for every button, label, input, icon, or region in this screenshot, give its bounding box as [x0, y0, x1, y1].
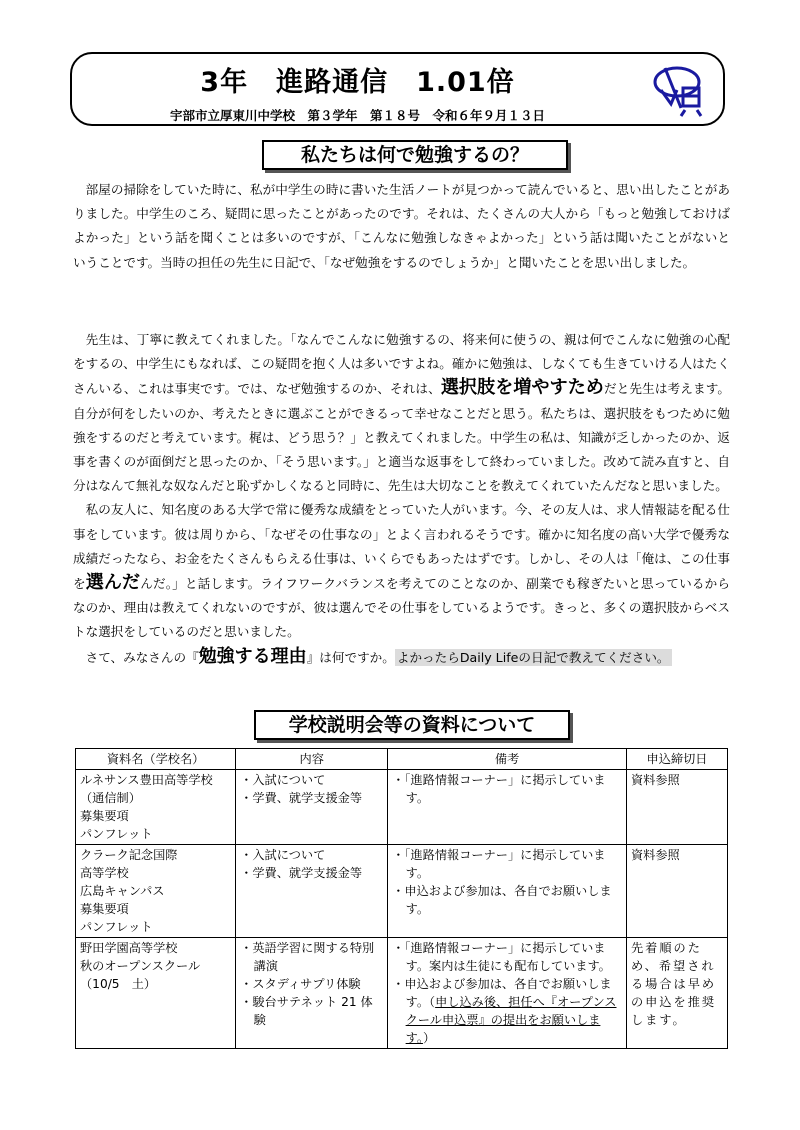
- materials-table: [75, 748, 728, 1049]
- school-name-cell: 野田学園高等学校 秋のオープンスクール （10/5 土）: [76, 938, 236, 1049]
- table-row: [76, 938, 728, 1049]
- content-cell: ・英語学習に関する特別講演 ・スタディサプリ体験 ・駿台サテネット 21 体験: [236, 938, 388, 1049]
- paragraph-4: さて、みなさんの『勉強する理由』は何ですか。 よかったらDaily Lifeの日記で教えてください。: [85, 645, 670, 667]
- deadline-cell: 資料参照: [626, 770, 727, 845]
- paragraph-text: 部屋の掃除をしていた時に、私が中学生の時に書いた生活ノートが見つかって読んでいると、思い出したことがありました。中学生のころ、疑問に思ったことがあったのです。それは、たくさんの大人から「もっと勉強しておけばよかった」という話を聞くことは多いのですが、「こんなに勉強しなきゃよかった」という話は聞いたことがないということです。当時の担任の先生に日記で、「なぜ勉強をするのでしょうか」と聞いたことを思い出しました。: [73, 182, 730, 270]
- column-header: 備考: [388, 749, 627, 770]
- notes-cell: ・「進路情報コーナー」に掲示しています。: [388, 770, 627, 845]
- highlight-phrase: 選択肢を増やすため: [440, 377, 604, 399]
- newsletter-header: [70, 52, 725, 126]
- diary-invitation: よかったらDaily Lifeの日記で教えてください。: [396, 649, 670, 665]
- table-row: [76, 845, 728, 938]
- article-paragraph-1: [73, 178, 730, 275]
- paragraph-3: 私の友人に、知名度のある大学で常に優秀な成績をとっていた人がいます。今、その友人は、求人情報誌を配る仕事をしています。彼は周りから、「なぜその仕事なの」とよく言われるそうです。確かに知名度の高い大学で優秀な成績だったなら、お金をたくさんもらえる仕事は、いくらでもあったはずです。しかし、その人は「俺は、この仕事を選んだんだ。」と話します。ライフワークバランスを考えてのことなのか、副業でも稼ぎたいと思っているからなのか、理由は教えてくれないのですが、彼は選んでその仕事をしているようです。きっと、多くの選択肢からベストな選択をしているのだと思いました。: [73, 502, 730, 640]
- content-cell: ・入試について ・学費、就学支援金等: [236, 770, 388, 845]
- content-cell: ・入試について ・学費、就学支援金等: [236, 845, 388, 938]
- notes-cell: ・「進路情報コーナー」に掲示しています。案内は生徒にも配布しています。 ・申込および参加は、各自でお願いします。（申し込み後、担任へ『オープンスクール申込票』の提出をお願いします。）: [388, 938, 627, 1049]
- article-paragraphs: [73, 328, 730, 670]
- column-header: 申込締切日: [626, 749, 727, 770]
- school-name-cell: ルネサンス豊田高等学校 （通信制） 募集要項 パンフレット: [76, 770, 236, 845]
- highlight-phrase-chose: 選んだ: [85, 572, 141, 594]
- apply-note: ・申込および参加は、各自でお願いします。（申し込み後、担任へ『オープンスクール申込票』の提出をお願いします。）: [392, 977, 617, 1045]
- table-row: [76, 770, 728, 845]
- newsletter-subtitle: 宇部市立厚東川中学校 第３学年 第１８号 令和６年９月１３日: [169, 108, 545, 123]
- study-reason-phrase: 勉強する理由: [198, 645, 307, 667]
- deadline-cell: 資料参照: [626, 845, 727, 938]
- newsletter-title: 3年 進路通信 1.01倍: [200, 67, 515, 98]
- section-title-materials: 学校説明会等の資料について: [254, 710, 570, 740]
- section-title-study: 私たちは何で勉強するの？: [262, 140, 568, 170]
- underlined-instruction: 申し込み後、担任へ『オープンスクール申込票』の提出をお願いします。: [405, 995, 617, 1045]
- notes-cell: ・「進路情報コーナー」に掲示しています。 ・申込および参加は、各自でお願いします。: [388, 845, 627, 938]
- school-name-cell: クラーク記念国際 高等学校 広島キャンパス 募集要項 パンフレット: [76, 845, 236, 938]
- column-header: 内容: [236, 749, 388, 770]
- mascot-logo-icon: [651, 60, 711, 120]
- paragraph-2: 先生は、丁寧に教えてくれました。「なんでこんなに勉強するの、将来何に使うの、親は何でこんなに勉強の心配をするの、中学生にもなれば、この疑問を抱く人は多いですよね。確かに勉強は、しなくても生きていける人はたくさんいる、これは事実です。では、なぜ勉強するのか、それは、選択肢を増やすためだと先生は考えます。自分が何をしたいのか、考えたときに選ぶことができるって幸せなことだと思う。私たちは、選択肢をもつために勉強をするのだと考えています。梶は、どう思う？」と教えてくれました。中学生の私は、知識が乏しかったのか、返事を書くのが面倒だと思ったのか、「そう思います。」と適当な返事をして終わっていました。改めて読み直すと、自分はなんて無礼な奴なんだと恥ずかしくなると同時に、先生は大切なことを教えてくれていたんだなと思いました。: [73, 332, 731, 494]
- column-header: 資料名（学校名）: [76, 749, 236, 770]
- table-header-row: [76, 749, 728, 770]
- deadline-cell: 先着順のため、希望される場合は早めの申込を推奨します。: [626, 938, 727, 1049]
